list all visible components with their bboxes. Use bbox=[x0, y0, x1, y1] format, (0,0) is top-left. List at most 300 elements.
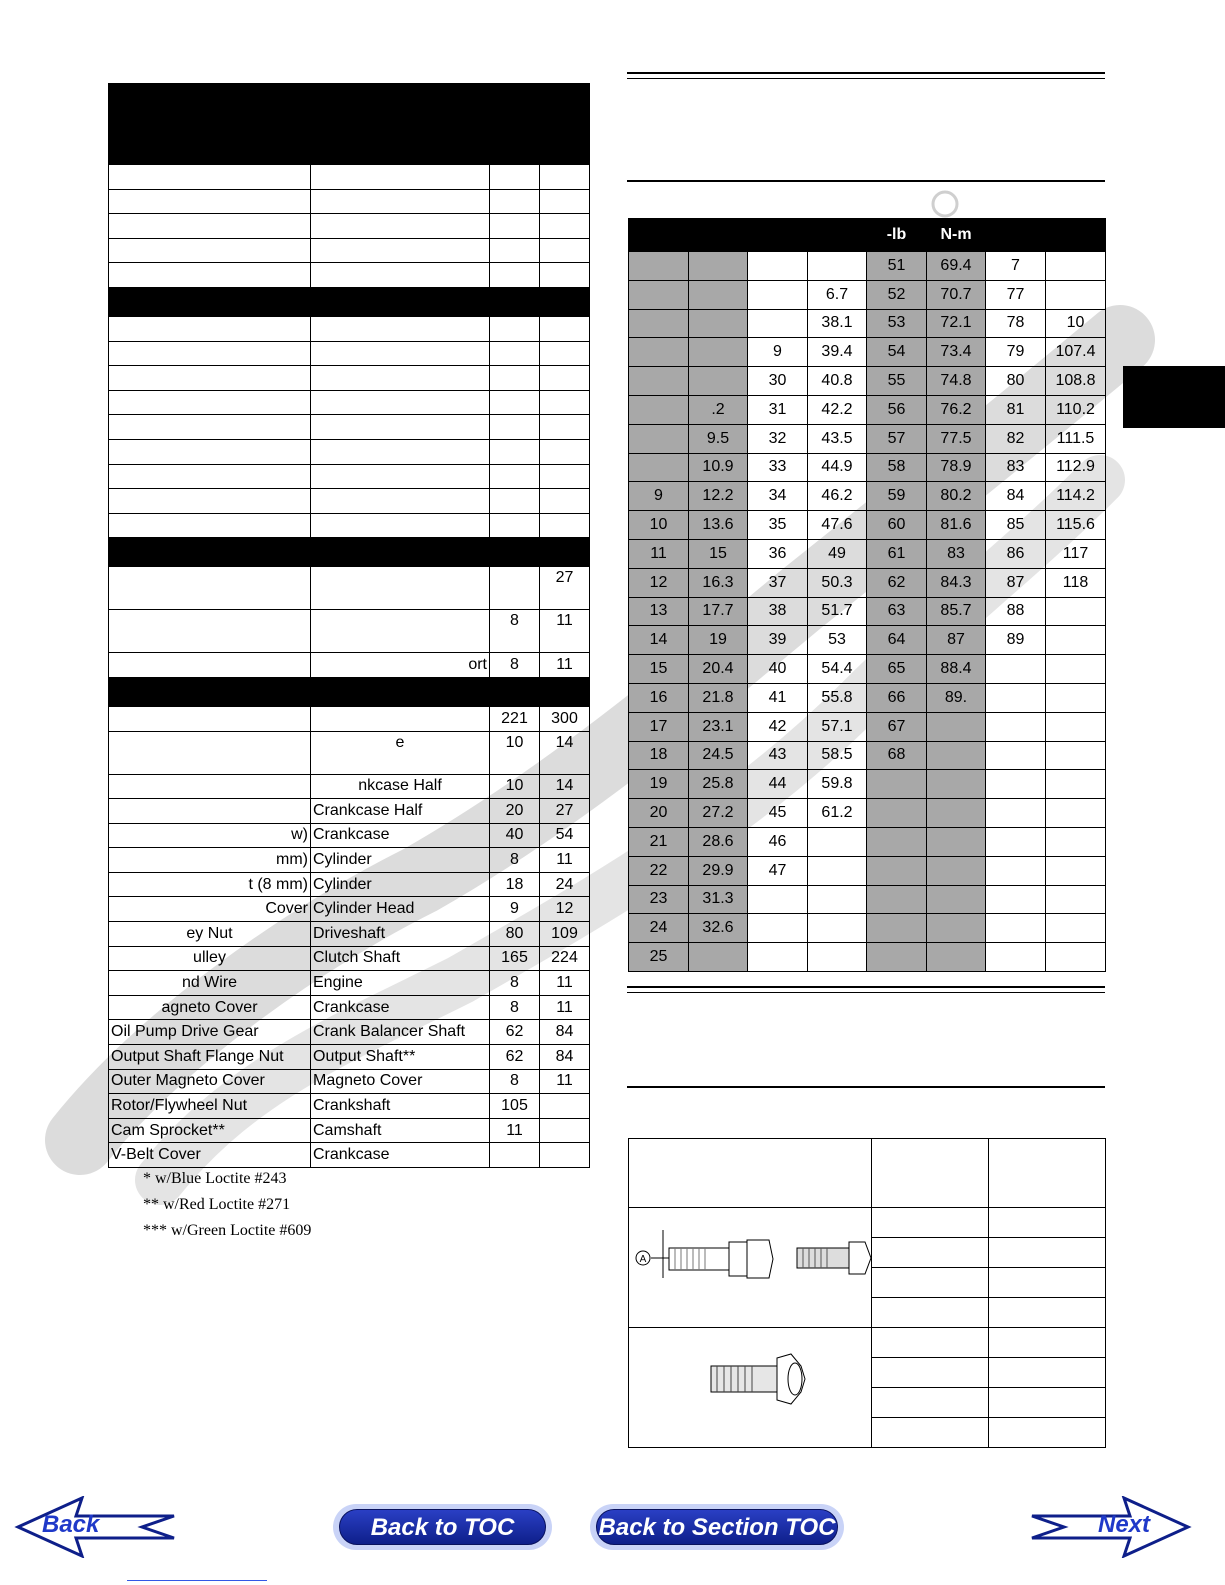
conversion-cell: 6.7 bbox=[808, 280, 867, 309]
table-row bbox=[109, 823, 590, 848]
conversion-cell: 85 bbox=[986, 511, 1046, 540]
conversion-cell: 78 bbox=[986, 309, 1046, 338]
location-cell: Crankcase bbox=[311, 995, 490, 1020]
fastener-cell bbox=[109, 341, 311, 366]
fastener-cell: Outer Magneto Cover bbox=[109, 1069, 311, 1094]
table-row bbox=[109, 341, 590, 366]
n-m-cell bbox=[540, 1094, 590, 1119]
ft-lb-cell: 40 bbox=[490, 823, 540, 848]
table-row bbox=[629, 683, 1106, 712]
table-row bbox=[629, 799, 1106, 828]
conversion-cell: 32.6 bbox=[689, 914, 748, 943]
back-button[interactable] bbox=[14, 1496, 176, 1558]
fastener-cell bbox=[109, 189, 311, 214]
conversion-cell: 76.2 bbox=[927, 395, 986, 424]
conversion-cell bbox=[986, 943, 1046, 972]
conversion-cell bbox=[1046, 827, 1106, 856]
conversion-cell bbox=[986, 827, 1046, 856]
conversion-cell: 108.8 bbox=[1046, 367, 1106, 396]
conversion-cell bbox=[927, 770, 986, 799]
fastener-cell bbox=[109, 610, 311, 653]
conversion-cell bbox=[867, 799, 927, 828]
fastener-cell: Oil Pump Drive Gear bbox=[109, 1020, 311, 1045]
conversion-cell: 42 bbox=[748, 712, 808, 741]
conversion-cell: 63 bbox=[867, 597, 927, 626]
location-cell: ort bbox=[311, 653, 490, 678]
table-row bbox=[629, 338, 1106, 367]
conversion-cell: 11 bbox=[629, 539, 689, 568]
conversion-cell: 37 bbox=[748, 568, 808, 597]
bottom-link-underline[interactable] bbox=[127, 1580, 267, 1581]
fastener-cell: ulley bbox=[109, 946, 311, 971]
conversion-cell: 10.9 bbox=[689, 453, 748, 482]
conversion-cell: 32 bbox=[748, 424, 808, 453]
n-m-cell bbox=[540, 489, 590, 514]
top-double-rule-1 bbox=[627, 72, 1105, 74]
conversion-header-row bbox=[629, 219, 1106, 252]
conversion-cell bbox=[867, 770, 927, 799]
conversion-cell: 7 bbox=[986, 252, 1046, 281]
footnote-red-loctite: ** w/Red Loctite #271 bbox=[143, 1196, 291, 1213]
table-row bbox=[629, 827, 1106, 856]
fastener-cell bbox=[109, 415, 311, 440]
fastener-cell: ey Nut bbox=[109, 922, 311, 947]
conversion-cell bbox=[808, 943, 867, 972]
n-m-cell: 11 bbox=[540, 848, 590, 873]
n-m-cell bbox=[540, 263, 590, 288]
table-row bbox=[629, 309, 1106, 338]
conversion-cell bbox=[1046, 799, 1106, 828]
n-m-cell: 54 bbox=[540, 823, 590, 848]
table-row bbox=[109, 946, 590, 971]
conversion-cell: 69.4 bbox=[927, 252, 986, 281]
ft-lb-cell bbox=[490, 513, 540, 538]
conversion-cell: 24.5 bbox=[689, 741, 748, 770]
table-row bbox=[629, 511, 1106, 540]
ft-lb-cell: 221 bbox=[490, 706, 540, 731]
conversion-cell bbox=[629, 252, 689, 281]
conversion-cell: 64 bbox=[867, 626, 927, 655]
table-row bbox=[629, 770, 1106, 799]
ft-lb-cell: 10 bbox=[490, 774, 540, 799]
conversion-cell: 22 bbox=[629, 856, 689, 885]
conversion-cell: 57 bbox=[867, 424, 927, 453]
ft-lb-cell bbox=[490, 1143, 540, 1168]
conversion-header-cell bbox=[1046, 219, 1106, 252]
conversion-cell: 20.4 bbox=[689, 655, 748, 684]
n-m-cell bbox=[540, 513, 590, 538]
n-m-cell: 27 bbox=[540, 567, 590, 610]
conversion-cell bbox=[748, 943, 808, 972]
conversion-cell: 47 bbox=[748, 856, 808, 885]
conversion-cell bbox=[986, 856, 1046, 885]
n-m-cell: 84 bbox=[540, 1020, 590, 1045]
n-m-cell bbox=[540, 415, 590, 440]
table-row bbox=[629, 597, 1106, 626]
table-row bbox=[629, 943, 1106, 972]
location-cell bbox=[311, 316, 490, 341]
n-m-cell bbox=[540, 238, 590, 263]
conversion-cell: 87 bbox=[986, 568, 1046, 597]
location-cell: Camshaft bbox=[311, 1118, 490, 1143]
conversion-cell bbox=[986, 799, 1046, 828]
conversion-cell: 74.8 bbox=[927, 367, 986, 396]
conversion-header-cell bbox=[986, 219, 1046, 252]
conversion-cell bbox=[1046, 885, 1106, 914]
n-m-cell bbox=[540, 341, 590, 366]
location-cell bbox=[311, 214, 490, 239]
mid-double-rule-1 bbox=[627, 986, 1105, 988]
conversion-cell: 31 bbox=[748, 395, 808, 424]
n-m-cell: 27 bbox=[540, 799, 590, 824]
n-m-cell bbox=[540, 1118, 590, 1143]
conversion-cell: 15 bbox=[689, 539, 748, 568]
conversion-cell: 67 bbox=[867, 712, 927, 741]
footnote-blue-loctite: * w/Blue Loctite #243 bbox=[143, 1170, 287, 1187]
location-cell: Cylinder bbox=[311, 872, 490, 897]
conversion-cell bbox=[867, 914, 927, 943]
conversion-cell: 84 bbox=[986, 482, 1046, 511]
location-cell bbox=[311, 366, 490, 391]
n-m-cell: 11 bbox=[540, 995, 590, 1020]
ft-lb-cell bbox=[490, 316, 540, 341]
table-row bbox=[629, 539, 1106, 568]
table-row bbox=[109, 513, 590, 538]
conversion-cell: 13 bbox=[629, 597, 689, 626]
table-row bbox=[109, 189, 590, 214]
section-tab-marker bbox=[1123, 366, 1225, 428]
fastener-cell bbox=[109, 390, 311, 415]
table-row bbox=[109, 464, 590, 489]
location-cell bbox=[311, 341, 490, 366]
location-cell: e bbox=[311, 731, 490, 774]
conversion-cell bbox=[986, 712, 1046, 741]
conversion-cell: 60 bbox=[867, 511, 927, 540]
fastener-cell bbox=[109, 214, 311, 239]
n-m-cell bbox=[540, 464, 590, 489]
n-m-cell: 11 bbox=[540, 653, 590, 678]
fastener-cell: w) bbox=[109, 823, 311, 848]
conversion-cell: 43.5 bbox=[808, 424, 867, 453]
conversion-cell: 9 bbox=[629, 482, 689, 511]
location-cell bbox=[311, 439, 490, 464]
ft-lb-cell: 8 bbox=[490, 848, 540, 873]
location-cell bbox=[311, 263, 490, 288]
torque-section-header bbox=[109, 677, 590, 706]
location-cell bbox=[311, 567, 490, 610]
table-row bbox=[629, 712, 1106, 741]
hex-bolt-icon bbox=[629, 1208, 872, 1322]
conversion-cell bbox=[986, 914, 1046, 943]
table-row bbox=[109, 799, 590, 824]
conversion-cell: 24 bbox=[629, 914, 689, 943]
conversion-cell: 80 bbox=[986, 367, 1046, 396]
n-m-cell bbox=[540, 439, 590, 464]
fastener-cell bbox=[109, 439, 311, 464]
conversion-cell: 61 bbox=[867, 539, 927, 568]
conversion-cell: 112.9 bbox=[1046, 453, 1106, 482]
conversion-cell bbox=[867, 856, 927, 885]
conversion-cell: 41 bbox=[748, 683, 808, 712]
ft-lb-cell bbox=[490, 390, 540, 415]
location-cell: Crankcase bbox=[311, 1143, 490, 1168]
conversion-cell bbox=[867, 885, 927, 914]
back-to-toc-label: Back to TOC bbox=[339, 1509, 546, 1545]
conversion-cell bbox=[1046, 914, 1106, 943]
conversion-cell: 38.1 bbox=[808, 309, 867, 338]
conversion-cell: 16.3 bbox=[689, 568, 748, 597]
table-row bbox=[109, 971, 590, 996]
conversion-cell: 58 bbox=[867, 453, 927, 482]
ft-lb-cell bbox=[490, 464, 540, 489]
conversion-cell bbox=[1046, 770, 1106, 799]
conversion-cell bbox=[629, 309, 689, 338]
fastener-cell: agneto Cover bbox=[109, 995, 311, 1020]
fastener-cell bbox=[109, 653, 311, 678]
fastener-cell bbox=[109, 464, 311, 489]
conversion-cell bbox=[927, 799, 986, 828]
table-row bbox=[109, 415, 590, 440]
conversion-cell bbox=[927, 885, 986, 914]
conversion-cell: 51.7 bbox=[808, 597, 867, 626]
back-to-toc-button[interactable] bbox=[333, 1504, 552, 1550]
flange-bolt-icon bbox=[629, 1328, 872, 1442]
ft-lb-cell: 165 bbox=[490, 946, 540, 971]
conversion-header-cell bbox=[748, 219, 808, 252]
table-row bbox=[109, 995, 590, 1020]
fastener-cell: nd Wire bbox=[109, 971, 311, 996]
conversion-cell: 88 bbox=[986, 597, 1046, 626]
conversion-cell: 54.4 bbox=[808, 655, 867, 684]
conversion-cell bbox=[1046, 943, 1106, 972]
location-cell bbox=[311, 706, 490, 731]
conversion-cell bbox=[808, 914, 867, 943]
ft-lb-cell: 8 bbox=[490, 995, 540, 1020]
location-cell: Crankcase bbox=[311, 823, 490, 848]
conversion-cell: 83 bbox=[927, 539, 986, 568]
conversion-cell bbox=[986, 741, 1046, 770]
table-row bbox=[109, 316, 590, 341]
conversion-cell: 89. bbox=[927, 683, 986, 712]
conversion-cell bbox=[986, 885, 1046, 914]
conversion-cell: 21 bbox=[629, 827, 689, 856]
table-row bbox=[109, 706, 590, 731]
conversion-cell: 72.1 bbox=[927, 309, 986, 338]
fastener-cell bbox=[109, 731, 311, 774]
n-m-cell bbox=[540, 189, 590, 214]
fastener-cell bbox=[109, 489, 311, 514]
table-row bbox=[629, 482, 1106, 511]
torque-table-header bbox=[109, 84, 590, 165]
conversion-cell bbox=[867, 827, 927, 856]
conversion-cell: 53 bbox=[867, 309, 927, 338]
conversion-cell: 85.7 bbox=[927, 597, 986, 626]
conversion-cell: 25.8 bbox=[689, 770, 748, 799]
conversion-cell bbox=[927, 943, 986, 972]
conversion-cell: 77.5 bbox=[927, 424, 986, 453]
conversion-cell bbox=[927, 827, 986, 856]
conversion-cell: 9 bbox=[748, 338, 808, 367]
conversion-cell: 81.6 bbox=[927, 511, 986, 540]
n-m-cell: 11 bbox=[540, 971, 590, 996]
n-m-cell: 109 bbox=[540, 922, 590, 947]
conversion-cell bbox=[867, 943, 927, 972]
n-m-cell bbox=[540, 1143, 590, 1168]
conversion-cell: 10 bbox=[1046, 309, 1106, 338]
table-row bbox=[109, 366, 590, 391]
ft-lb-cell bbox=[490, 263, 540, 288]
location-cell: Driveshaft bbox=[311, 922, 490, 947]
ft-lb-cell: 62 bbox=[490, 1020, 540, 1045]
ft-lb-cell: 8 bbox=[490, 1069, 540, 1094]
table-row bbox=[629, 885, 1106, 914]
table-row bbox=[109, 1045, 590, 1070]
conversion-cell: 15 bbox=[629, 655, 689, 684]
conversion-cell: 65 bbox=[867, 655, 927, 684]
conversion-cell: 53 bbox=[808, 626, 867, 655]
location-cell: Cylinder Head bbox=[311, 897, 490, 922]
table-row bbox=[109, 922, 590, 947]
location-cell: Engine bbox=[311, 971, 490, 996]
conversion-cell bbox=[927, 914, 986, 943]
mid-double-rule-2 bbox=[627, 992, 1105, 993]
table-row bbox=[629, 424, 1106, 453]
conversion-cell bbox=[748, 309, 808, 338]
conversion-cell: 23.1 bbox=[689, 712, 748, 741]
n-m-cell: 84 bbox=[540, 1045, 590, 1070]
torque-section-header bbox=[109, 287, 590, 316]
table-row bbox=[109, 439, 590, 464]
n-m-cell: 11 bbox=[540, 610, 590, 653]
back-label: Back bbox=[42, 1511, 100, 1538]
back-to-section-toc-button[interactable] bbox=[590, 1504, 844, 1550]
fastener-cell: Cam Sprocket** bbox=[109, 1118, 311, 1143]
n-m-cell bbox=[540, 390, 590, 415]
next-label: Next bbox=[1098, 1511, 1151, 1538]
conversion-cell bbox=[629, 338, 689, 367]
ft-lb-cell: 8 bbox=[490, 653, 540, 678]
conversion-cell bbox=[808, 252, 867, 281]
conversion-cell bbox=[986, 770, 1046, 799]
table-row bbox=[109, 653, 590, 678]
table-row bbox=[109, 489, 590, 514]
table-row bbox=[629, 395, 1106, 424]
conversion-cell: 84.3 bbox=[927, 568, 986, 597]
conversion-header-cell bbox=[629, 219, 689, 252]
location-cell bbox=[311, 610, 490, 653]
location-cell: Output Shaft** bbox=[311, 1045, 490, 1070]
table-row bbox=[109, 1069, 590, 1094]
conversion-cell bbox=[986, 655, 1046, 684]
next-button[interactable] bbox=[1030, 1496, 1192, 1558]
conversion-cell: 39 bbox=[748, 626, 808, 655]
conversion-cell: 28.6 bbox=[689, 827, 748, 856]
location-cell: nkcase Half bbox=[311, 774, 490, 799]
flange-bolt-illustration-cell bbox=[629, 1328, 872, 1448]
conversion-cell: 52 bbox=[867, 280, 927, 309]
location-cell: Crank Balancer Shaft bbox=[311, 1020, 490, 1045]
location-cell bbox=[311, 513, 490, 538]
conversion-cell: 111.5 bbox=[1046, 424, 1106, 453]
torque-section-header bbox=[109, 538, 590, 567]
table-row bbox=[109, 1143, 590, 1168]
fastener-cell bbox=[109, 774, 311, 799]
section-rule bbox=[627, 180, 1105, 182]
ft-lb-cell bbox=[490, 439, 540, 464]
ft-lb-cell bbox=[490, 567, 540, 610]
conversion-cell: 49 bbox=[808, 539, 867, 568]
conversion-cell: 55 bbox=[867, 367, 927, 396]
conversion-cell: 18 bbox=[629, 741, 689, 770]
ft-lb-cell: 8 bbox=[490, 971, 540, 996]
conversion-cell: 30 bbox=[748, 367, 808, 396]
conversion-cell: 39.4 bbox=[808, 338, 867, 367]
conversion-cell: 88.4 bbox=[927, 655, 986, 684]
conversion-cell: 47.6 bbox=[808, 511, 867, 540]
conversion-cell bbox=[1046, 597, 1106, 626]
location-cell bbox=[311, 165, 490, 190]
top-double-rule-2 bbox=[627, 78, 1105, 79]
table-row bbox=[629, 741, 1106, 770]
conversion-cell bbox=[808, 885, 867, 914]
conversion-cell: 66 bbox=[867, 683, 927, 712]
ft-lb-cell: 18 bbox=[490, 872, 540, 897]
table-row bbox=[109, 848, 590, 873]
conversion-cell: 86 bbox=[986, 539, 1046, 568]
ft-lb-cell bbox=[490, 366, 540, 391]
conversion-header-cell: -lb bbox=[867, 219, 927, 252]
table-row bbox=[629, 914, 1106, 943]
conversion-cell bbox=[748, 280, 808, 309]
conversion-cell: 89 bbox=[986, 626, 1046, 655]
ft-lb-cell: 10 bbox=[490, 731, 540, 774]
conversion-cell: 33 bbox=[748, 453, 808, 482]
conversion-cell bbox=[808, 856, 867, 885]
conversion-cell bbox=[1046, 712, 1106, 741]
conversion-cell: 58.5 bbox=[808, 741, 867, 770]
conversion-cell: 13.6 bbox=[689, 511, 748, 540]
conversion-cell bbox=[1046, 280, 1106, 309]
conversion-cell: 59.8 bbox=[808, 770, 867, 799]
table-row bbox=[109, 897, 590, 922]
table-row bbox=[109, 263, 590, 288]
conversion-cell: 46.2 bbox=[808, 482, 867, 511]
conversion-cell: 56 bbox=[867, 395, 927, 424]
conversion-cell bbox=[1046, 683, 1106, 712]
n-m-cell bbox=[540, 165, 590, 190]
table-row bbox=[109, 567, 590, 610]
conversion-cell bbox=[748, 885, 808, 914]
table-row bbox=[109, 774, 590, 799]
table-row bbox=[109, 1094, 590, 1119]
hex-bolt-illustration-cell bbox=[629, 1208, 872, 1328]
fastener-cell: Output Shaft Flange Nut bbox=[109, 1045, 311, 1070]
table-row bbox=[109, 1020, 590, 1045]
conversion-cell: 16 bbox=[629, 683, 689, 712]
conversion-cell bbox=[927, 856, 986, 885]
conversion-cell: 55.8 bbox=[808, 683, 867, 712]
n-m-cell bbox=[540, 316, 590, 341]
fastener-cell bbox=[109, 366, 311, 391]
conversion-cell bbox=[1046, 252, 1106, 281]
conversion-cell bbox=[748, 252, 808, 281]
location-cell: Crankshaft bbox=[311, 1094, 490, 1119]
conversion-cell: 57.1 bbox=[808, 712, 867, 741]
ft-lb-cell: 8 bbox=[490, 610, 540, 653]
conversion-cell bbox=[689, 943, 748, 972]
table-row bbox=[629, 568, 1106, 597]
bolt-header-col3 bbox=[989, 1139, 1106, 1208]
